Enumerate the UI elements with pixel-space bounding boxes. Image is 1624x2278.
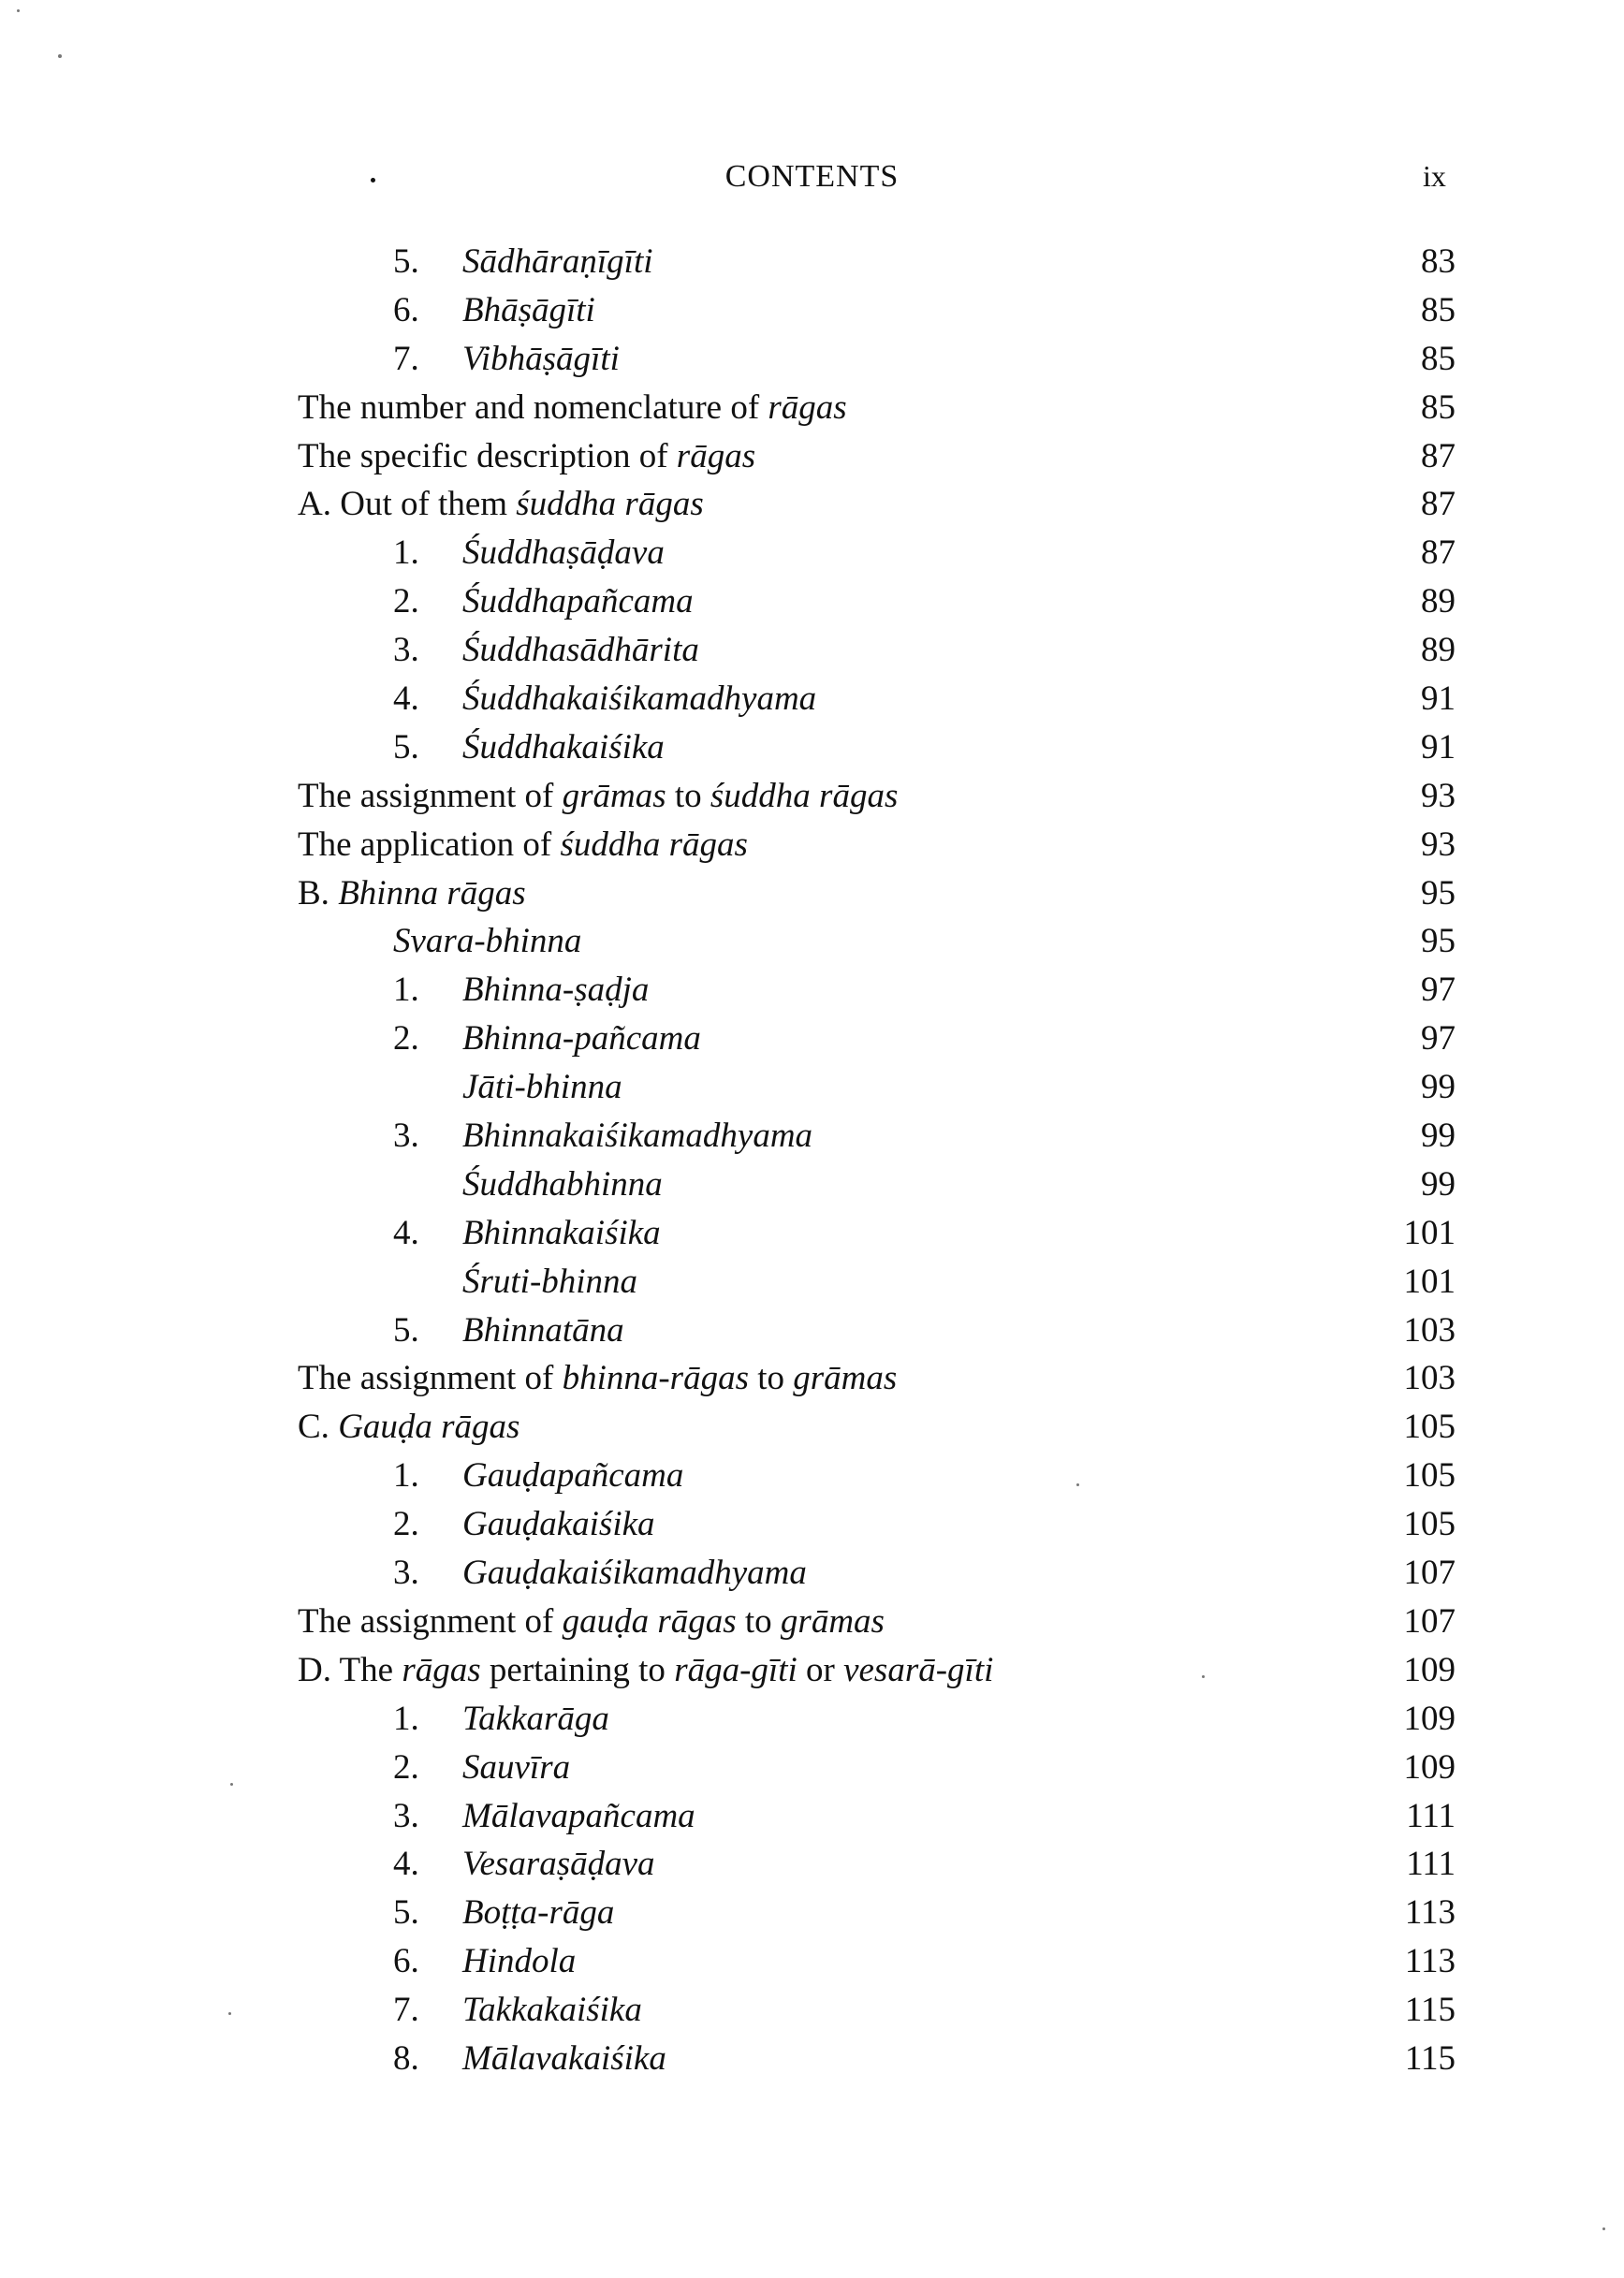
toc-entry-title [462,970,649,1010]
toc-entry-title [462,1116,812,1156]
toc-entry-title-part: Takkarāga [462,1699,609,1738]
toc-entry-page: 87 [1421,436,1456,475]
toc-entry [0,1742,1624,1790]
toc-entry-number: 6. [393,1942,419,1981]
toc-entry [0,868,1624,916]
toc-entry-number: 5. [393,727,419,767]
toc-entry-title-part: Vesaraṣāḍava [462,1845,655,1884]
toc-entry [0,1401,1624,1450]
toc-entry [0,527,1624,576]
toc-entry-page: 93 [1421,776,1456,815]
toc-entry-number: 7. [393,1991,419,2030]
toc-entry-page: 111 [1406,1845,1456,1884]
toc-entry-page: 109 [1403,1747,1456,1787]
toc-entry-title [462,1018,701,1059]
toc-entry [0,1207,1624,1256]
toc-entry-number: 4. [393,679,419,719]
scan-speck [58,54,62,58]
toc-entry-number: 1. [393,1699,419,1738]
scan-speck [1602,2227,1605,2230]
toc-entry-page: 109 [1403,1650,1456,1689]
scan-speck [228,2012,231,2015]
toc-entry-title [462,1796,695,1836]
toc-entry-title-part: rāgas [768,387,847,427]
toc-entry-title-part: Gauḍakaiśikamadhyama [462,1554,807,1593]
toc-entry-title-part: Mālavakaiśika [462,2038,666,2078]
toc-entry-page: 109 [1403,1699,1456,1738]
toc-entry-title-part: śuddha rāgas [710,776,899,815]
toc-entry-title-part: The assignment of [298,1601,563,1641]
toc-entry-page: 107 [1403,1554,1456,1593]
toc-entry-title-part: Gauḍakaiśika [462,1505,655,1544]
toc-entry [0,285,1624,333]
toc-entry-page: 113 [1404,1942,1456,1981]
toc-entry-number: 5. [393,1310,419,1350]
toc-entry-page: 105 [1403,1456,1456,1496]
toc-entry-title-part: Śuddhakaiśika [462,727,665,767]
toc-entry-title [462,1504,655,1544]
toc-entry [0,2033,1624,2081]
toc-entry-page: 87 [1421,485,1456,524]
toc-entry-title [462,241,653,282]
toc-entry-title [462,290,595,330]
toc-entry-number: 4. [393,1845,419,1884]
toc-entry [0,1352,1624,1401]
toc-entry-title [298,436,755,476]
toc-entry-number: 2. [393,1747,419,1787]
toc-entry-page: 105 [1403,1505,1456,1544]
toc-entry-title-part: Mālavapañcama [462,1796,695,1835]
toc-entry-page: 115 [1404,1991,1456,2030]
toc-entry-page: 85 [1421,387,1456,427]
toc-entry-number: 2. [393,1019,419,1059]
toc-entry-title [298,1650,993,1690]
toc-entry-number: 4. [393,1213,419,1252]
toc-entry-title [298,1358,897,1398]
toc-entry-title-part: śuddha rāgas [516,485,704,524]
toc-entry-title-part: The assignment of [298,1359,563,1398]
toc-entry-number: 8. [393,2038,419,2078]
toc-entry-title-part: rāgas [402,1650,481,1689]
toc-entry-title-part: to [736,1601,781,1641]
toc-entry-title [462,679,816,719]
toc-entry-title-part: bhinna-rāgas [562,1359,749,1398]
toc-entry-title [462,630,699,670]
toc-entry-page: 95 [1421,922,1456,961]
toc-entry [0,1984,1624,2033]
toc-entry-title [462,2038,666,2079]
toc-entry [0,1498,1624,1547]
toc-entry-page: 113 [1404,1893,1456,1933]
toc-entry-number: 1. [393,533,419,573]
toc-entry-title-part: D. The [298,1650,402,1689]
toc-entry-page: 111 [1406,1796,1456,1835]
toc-entry [0,236,1624,285]
toc-entry-title-part: B. [298,873,339,913]
toc-entry-title-part: Bhinna-ṣaḍja [462,971,650,1010]
running-header [0,157,1624,204]
toc-entry [0,333,1624,382]
toc-entry [0,770,1624,819]
toc-entry-title-part: to [666,776,710,815]
toc-entry-title-part: The assignment of [298,776,563,815]
toc-entry-title [298,825,748,865]
toc-entry-title [462,1310,624,1351]
toc-entry [0,722,1624,770]
toc-entry-title [462,1844,655,1884]
toc-entry-page: 95 [1421,873,1456,913]
toc-entry-title-part: to [748,1359,794,1398]
toc-entry-title-part: Śuddhasādhārita [462,631,699,670]
toc-entry-title-part: Bhāṣāgīti [462,290,595,329]
toc-entry-page: 101 [1403,1213,1456,1252]
toc-entry-title-part: The application of [298,825,561,864]
toc-entry-title-part: Bhinnakaiśikamadhyama [462,1117,813,1156]
toc-entry-page: 89 [1421,582,1456,621]
toc-entry-title [462,1990,642,2030]
toc-entry-title-part: Śuddhapañcama [462,582,694,621]
toc-entry-title [298,484,704,524]
toc-entry-number: 1. [393,971,419,1010]
toc-entry-page: 83 [1421,242,1456,281]
toc-entry-title-part: Vibhāṣāgīti [462,339,620,378]
toc-entry-title [462,1213,661,1253]
toc-entry-title-part: Gauḍa rāgas [338,1408,520,1447]
toc-entry [0,1693,1624,1742]
toc-entry-title [298,873,526,913]
toc-entry-title [462,581,694,621]
toc-entry-title-part: Śuddhabhinna [462,1164,663,1204]
toc-entry-title-part: Sauvīra [462,1747,571,1787]
toc-entry-page: 97 [1421,1019,1456,1059]
toc-entry [0,1547,1624,1596]
toc-entry-number: 3. [393,631,419,670]
header-page-number: ix [1423,159,1446,193]
toc-entry-title [462,1941,576,1981]
toc-entry-title [462,1892,614,1933]
toc-entry-title-part: Bhinnakaiśika [462,1213,661,1252]
toc-entry-page: 107 [1403,1601,1456,1641]
toc-entry-page: 115 [1404,2038,1456,2078]
toc-entry [0,1644,1624,1693]
scan-speck [230,1783,233,1786]
toc-entry-title-part: grāmas [793,1359,898,1398]
toc-entry-title [462,1262,637,1302]
toc-entry-title [462,1164,663,1205]
toc-entry-page: 93 [1421,825,1456,864]
toc-entry-title-part: Takkakaiśika [462,1991,642,2030]
toc-entry-title [462,727,665,767]
toc-entry-title-part: Śuddhakaiśikamadhyama [462,679,817,719]
contents-list [0,236,1624,2081]
toc-entry-title [462,1455,683,1496]
toc-entry-title-part: The number and nomenclature of [298,387,768,427]
toc-entry-title-part: Bhinna rāgas [338,873,526,913]
toc-entry-number: 3. [393,1554,419,1593]
toc-entry-number: 6. [393,290,419,329]
toc-entry-page: 91 [1421,679,1456,719]
scan-speck [1202,1675,1205,1678]
toc-entry [0,1790,1624,1839]
toc-entry-title-part: The specific description of [298,436,677,475]
toc-entry-title [462,1747,570,1788]
toc-entry-title [298,1601,885,1642]
toc-entry-title [462,339,620,379]
toc-entry-page: 89 [1421,631,1456,670]
toc-entry [0,1305,1624,1353]
toc-entry-title-part: Boṭṭa-rāga [462,1893,615,1933]
toc-entry-page: 103 [1403,1310,1456,1350]
toc-entry [0,382,1624,431]
scan-speck [17,9,20,12]
toc-entry [0,478,1624,527]
toc-entry-title-part: gauḍa rāgas [562,1601,737,1641]
toc-entry-title-part: rāga-gīti [674,1650,797,1689]
toc-entry-number: 2. [393,582,419,621]
toc-entry [0,964,1624,1013]
toc-entry [0,431,1624,479]
toc-entry-page: 99 [1421,1117,1456,1156]
toc-entry-title [298,776,898,816]
header-title: CONTENTS [724,159,900,194]
toc-entry-page: 97 [1421,971,1456,1010]
toc-entry-title-part: A. Out of them [298,485,517,524]
toc-entry [0,1887,1624,1935]
toc-entry [0,819,1624,868]
toc-entry [0,1013,1624,1061]
toc-entry-title [462,1067,622,1107]
toc-entry-page: 101 [1403,1262,1456,1301]
toc-entry-page: 85 [1421,290,1456,329]
toc-entry-title-part: grāmas [562,776,666,815]
toc-entry-title-part: Sādhāraṇīgīti [462,242,653,281]
toc-entry-title-part: grāmas [780,1601,885,1641]
toc-entry [0,1256,1624,1305]
toc-entry-title-part: Hindola [462,1942,577,1981]
toc-entry-number: 5. [393,242,419,281]
toc-entry-title-part: rāgas [676,436,756,475]
toc-entry-title-part: Svara-bhinna [393,922,582,961]
toc-entry-page: 99 [1421,1068,1456,1107]
toc-entry-number: 5. [393,1893,419,1933]
toc-entry [0,1935,1624,1984]
toc-entry-title [462,533,665,573]
toc-entry-title-part: pertaining to [480,1650,675,1689]
scan-speck [1076,1483,1079,1486]
toc-entry-page: 99 [1421,1164,1456,1204]
toc-entry-number: 3. [393,1796,419,1835]
toc-entry-title [298,1407,519,1447]
toc-entry [0,1159,1624,1207]
toc-entry-number: 2. [393,1505,419,1544]
toc-entry [0,673,1624,722]
toc-entry-title-part: Jāti-bhinna [462,1068,622,1107]
toc-entry-title-part: or [797,1650,844,1689]
toc-entry-page: 91 [1421,727,1456,767]
toc-entry-page: 103 [1403,1359,1456,1398]
toc-entry [0,1450,1624,1498]
toc-entry-title [462,1699,609,1739]
toc-entry-title-part: Gauḍapañcama [462,1456,684,1496]
toc-entry [0,915,1624,964]
toc-entry-title [298,387,847,428]
toc-entry [0,624,1624,673]
toc-entry-number: 1. [393,1456,419,1496]
toc-entry [0,1838,1624,1887]
toc-entry [0,1596,1624,1644]
toc-entry-page: 87 [1421,533,1456,573]
toc-entry-page: 85 [1421,339,1456,378]
toc-entry-title-part: C. [298,1408,339,1447]
toc-entry [0,1061,1624,1110]
toc-entry-title-part: Śruti-bhinna [462,1262,638,1301]
toc-entry-number: 3. [393,1117,419,1156]
toc-entry-page: 105 [1403,1408,1456,1447]
toc-entry [0,576,1624,624]
toc-entry-number: 7. [393,339,419,378]
toc-entry-title-part: vesarā-gīti [843,1650,994,1689]
toc-entry-title-part: śuddha rāgas [560,825,748,864]
toc-entry-title-part: Bhinnatāna [462,1310,624,1350]
toc-entry-title-part: Śuddhaṣāḍava [462,533,665,573]
toc-entry-title [393,921,581,961]
toc-entry [0,1110,1624,1159]
toc-entry-title [462,1553,807,1593]
toc-entry-title-part: Bhinna-pañcama [462,1019,701,1059]
